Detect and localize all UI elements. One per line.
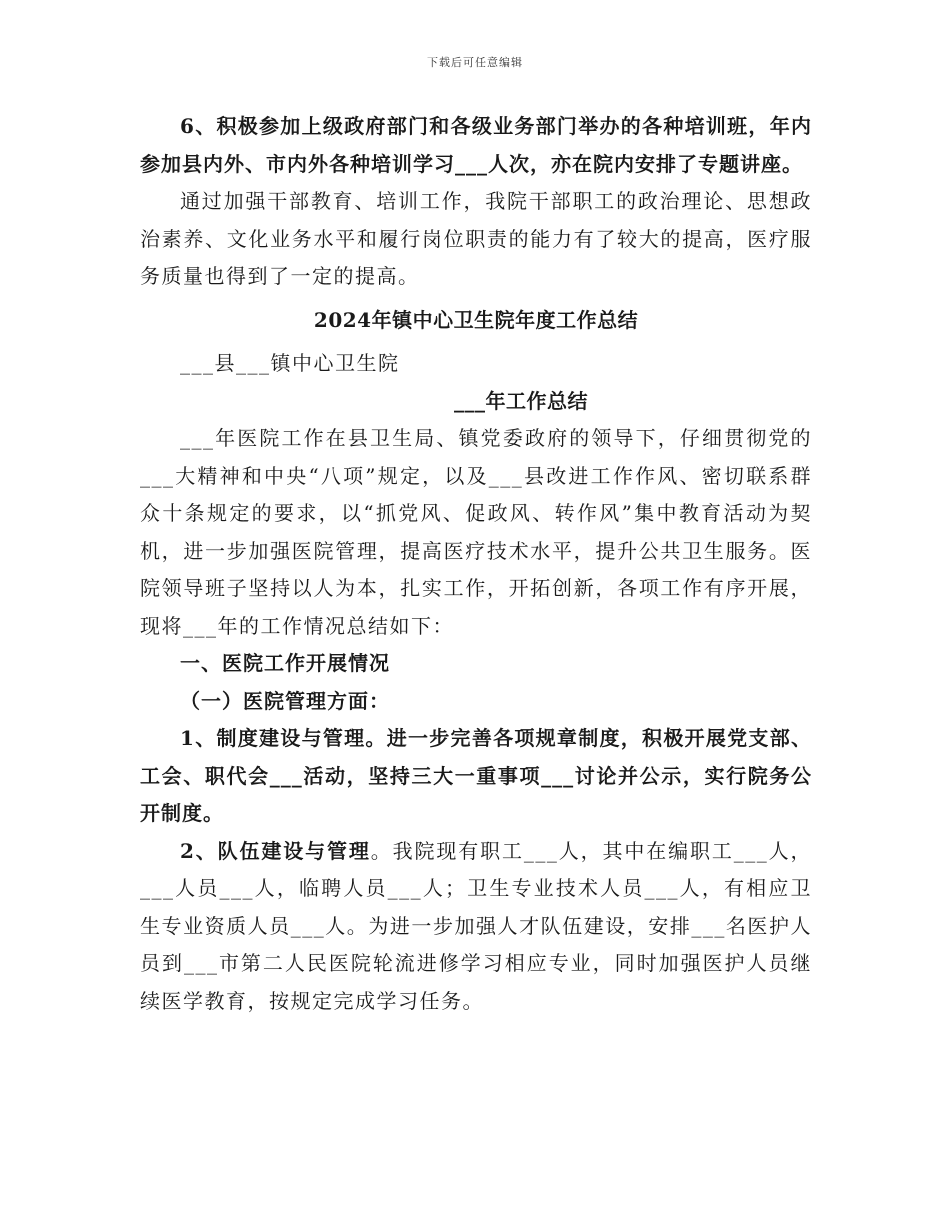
paragraph-training-result: 通过加强干部教育、培训工作，我院干部职工的政治理论、思想政治素养、文化业务水平和履行岗位职责的能力有了较大的提高，医疗服务质量也得到了一定的提高。 [140, 189, 812, 288]
document-title: 2024年镇中心卫生院年度工作总结 [313, 307, 639, 332]
paragraph-training: 6、积极参加上级政府部门和各级业务部门举办的各种培训班，年内参加县内外、市内外各种培训学习___人次，亦在院内安排了专题讲座。 [140, 114, 812, 176]
paragraph-overview: ___年医院工作在县卫生局、镇党委政府的领导下，仔细贯彻党的___大精神和中央“八项”规定，以及___县改进工作作风、密切联系群众十条规定的要求，以“抓党风、促政风、转作风”集中教育活动为契机，进一步加强医院管理，提高医疗技术水平，提升公共卫生服务。医院领导班子坚持以人为本，扎实工作，开拓创新，各项工作有序开展，现将___年的工作情况总结如下： [140, 426, 812, 638]
team-building-body: 。我院现有职工___人，其中在编职工___人，___人员___人，临聘人员___人；卫生专业技术人员___人，有相应卫生专业资质人员___人。为进一步加强人才队伍建设，安排___名医护人员到___市第二人民医院轮流进修学习相应专业，同时加强医护人员继续医学教育，按规定完成学习任务。 [140, 838, 812, 1013]
team-building-lead: 2、队伍建设与管理 [180, 838, 371, 863]
subsection-heading-1: （一）医院管理方面： [180, 688, 390, 713]
paragraph-system-building: 1、制度建设与管理。进一步完善各项规章制度，积极开展党支部、工会、职代会___活动，坚持三大一重事项___讨论并公示，实行院务公开制度。 [140, 726, 812, 825]
document-body [140, 108, 812, 1020]
section-heading-1: 一、医院工作开展情况 [180, 651, 390, 675]
paragraph-team-building [140, 833, 812, 1021]
page-header: 下载后可任意编辑 [427, 56, 523, 69]
document-subtitle: ___年工作总结 [454, 388, 588, 413]
organization-line: ___县___镇中心卫生院 [180, 351, 400, 375]
